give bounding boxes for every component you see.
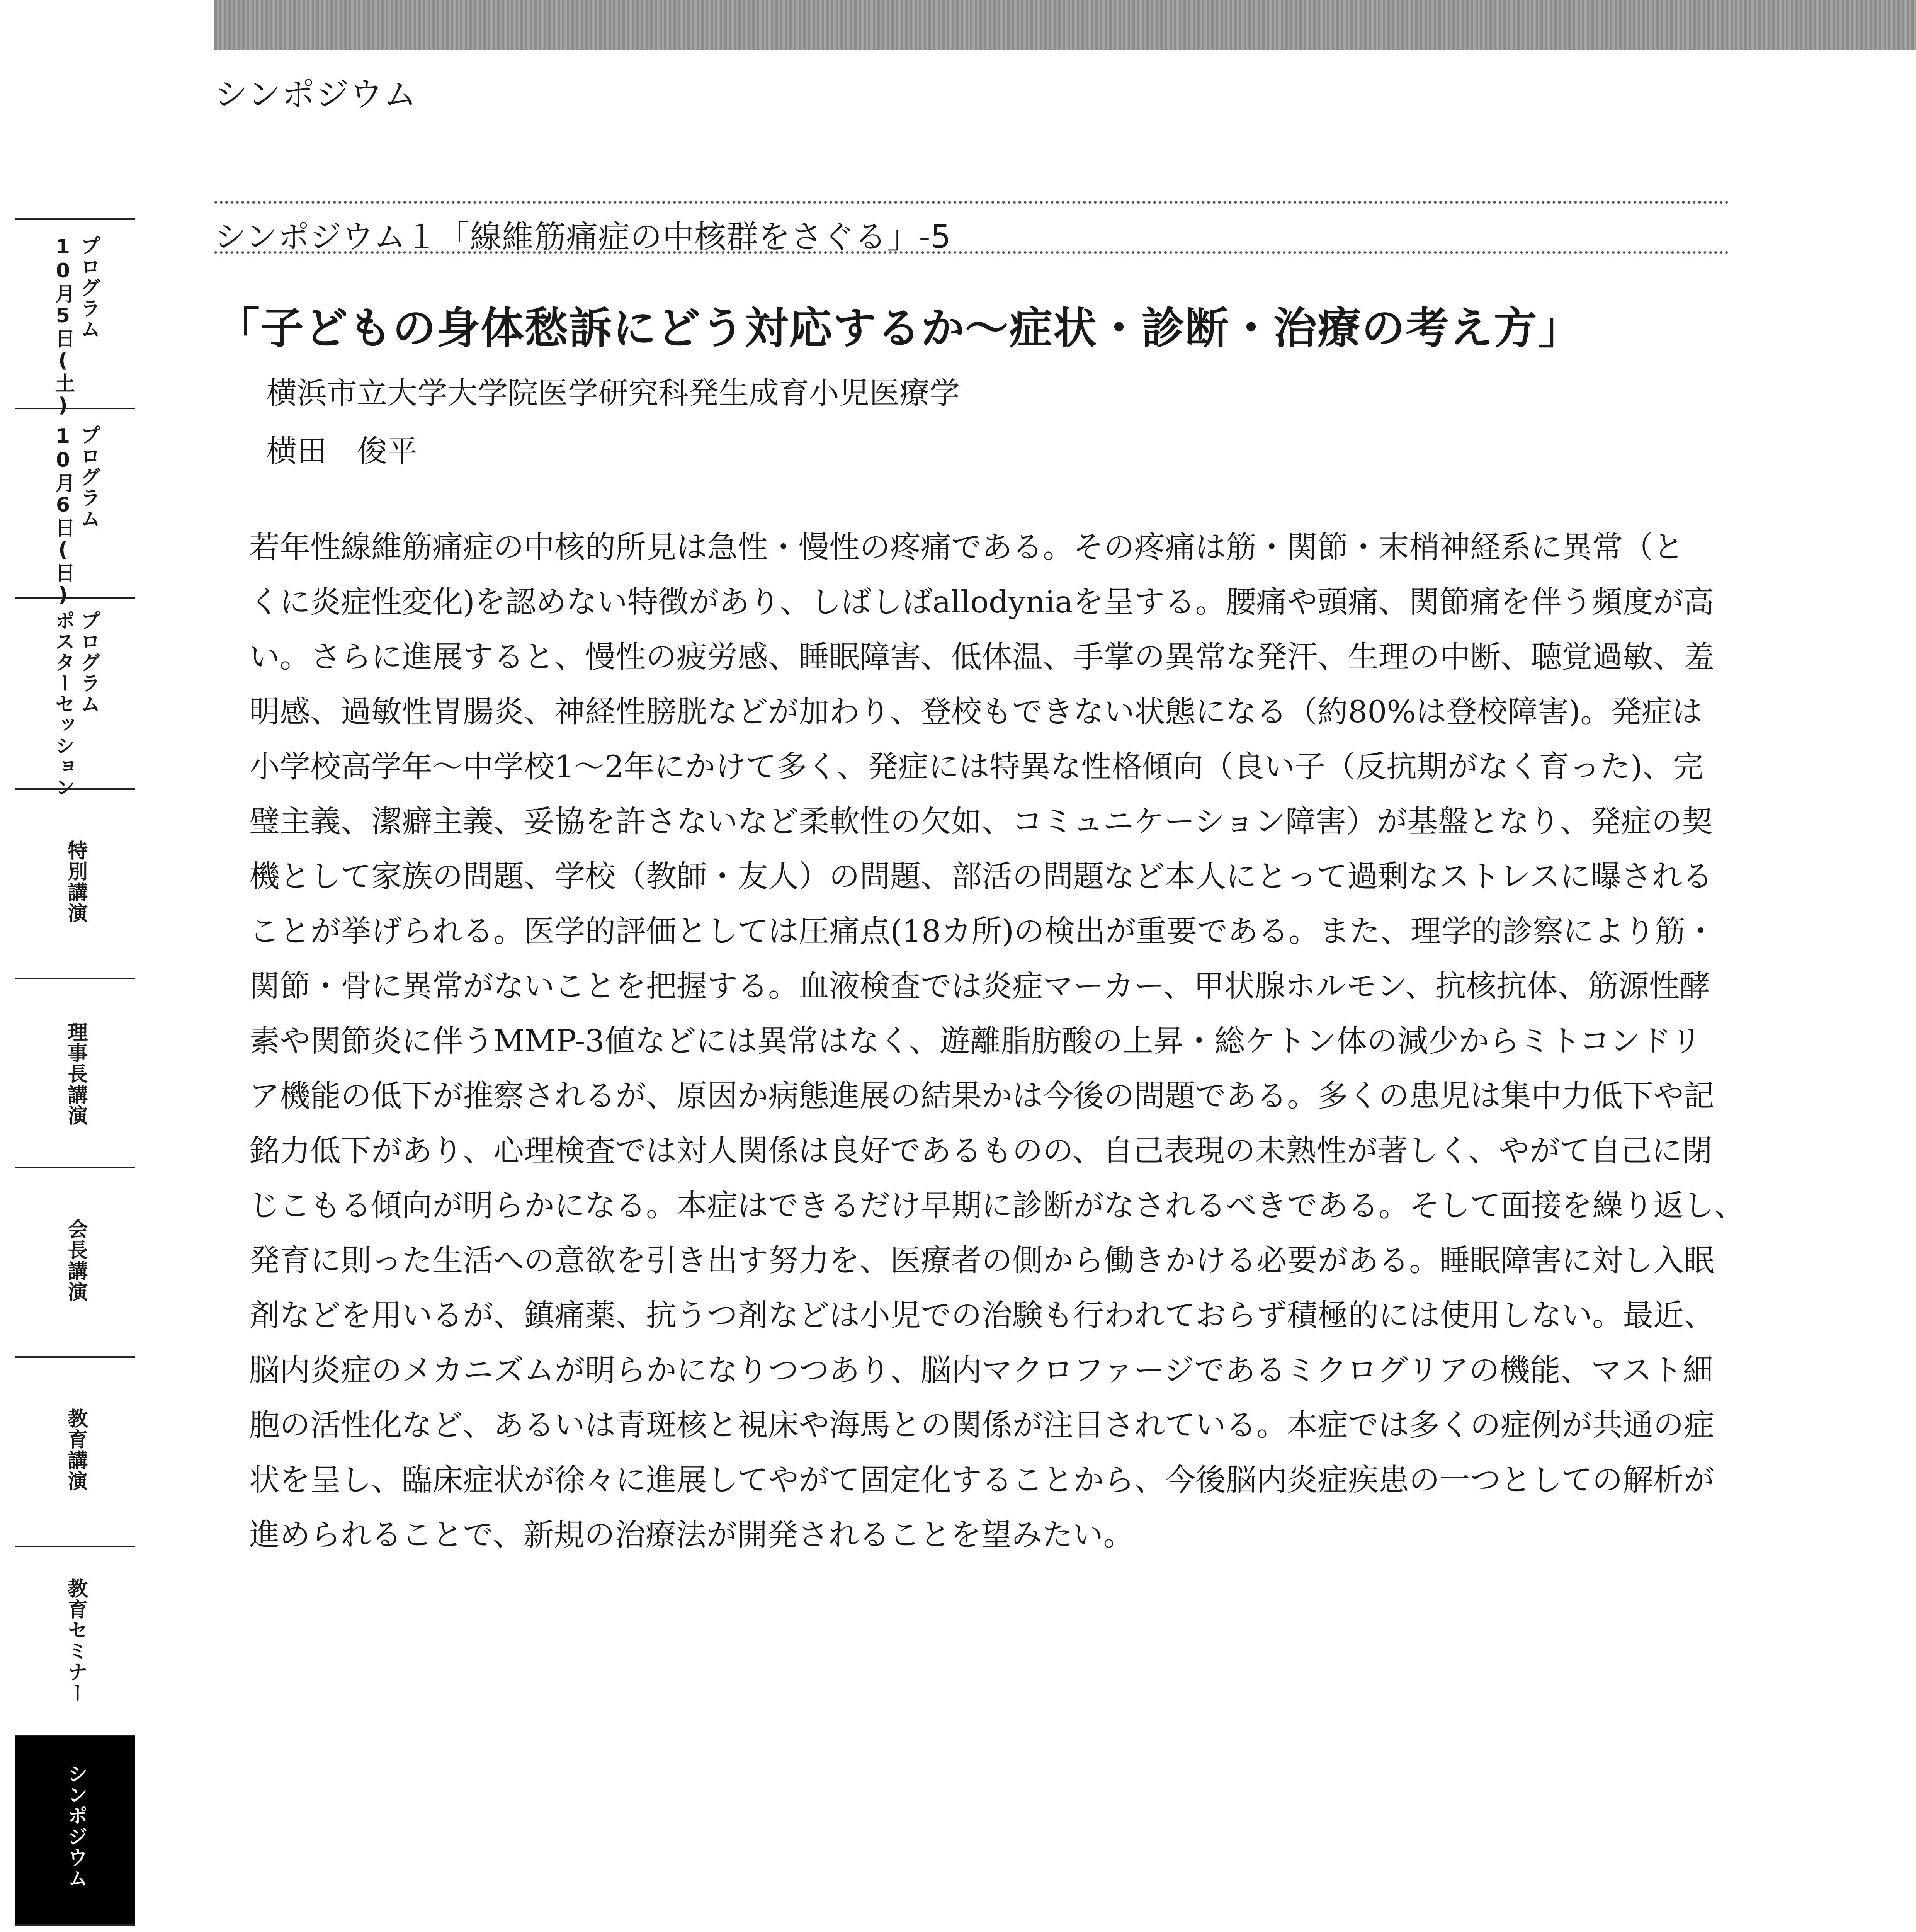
- abstract-line: 銘力低下があり、心理検査では対人関係は良好であるものの、自己表現の未熟性が著しく、やがて自己に閉: [249, 1133, 1713, 1168]
- author-affiliation: 横浜市立大学大学院医学研究科発生成育小児医療学: [267, 376, 960, 411]
- side-tab-poster-program[interactable]: [15, 597, 135, 798]
- abstract-line: ア機能の低下が推察されるが、原因か病態進展の結果かは今後の問題である。多くの患児は集中力低下や記: [249, 1078, 1714, 1114]
- abstract-line: 関節・骨に異常がないことを把握する。血液検査では炎症マーカー、甲状腺ホルモン、抗核抗体、筋源性酵: [249, 968, 1710, 1004]
- dotted-divider: [214, 201, 1729, 204]
- side-tab-label: 教育講演: [64, 1408, 87, 1492]
- abstract-line: くに炎症性変化)を認めない特徴があり、しばしばallodyniaを呈する。腰痛や頭痛、関節痛を伴う頻度が高: [249, 584, 1714, 620]
- side-tab-label: 特別講演: [64, 840, 87, 923]
- abstract-line: ことが挙げられる。医学的評価としては圧痛点(18カ所)の検出が重要である。また、理学的診察により筋・: [249, 913, 1716, 949]
- side-tab-symposium[interactable]: [15, 1735, 135, 1926]
- abstract-line: 機として家族の問題、学校（教師・友人）の問題、部活の問題など本人にとって過剰なストレスに曝される: [249, 859, 1713, 894]
- side-tab-label: シンポジウム: [64, 1764, 87, 1889]
- abstract-line: 小学校高学年〜中学校1〜2年にかけて多く、発症には特異な性格傾向（良い子（反抗期がなく育った)、完: [249, 749, 1703, 784]
- abstract-line: 璧主義、潔癖主義、妥協を許さないなど柔軟性の欠如、コミュニケーション障害）が基盤となり、発症の契: [249, 804, 1713, 839]
- side-tab-label: プログラム: [77, 425, 100, 529]
- abstract-line: 明感、過敏性胃腸炎、神経性膀胱などが加わり、登校もできない状態になる（約80%は登校障害)。発症は: [249, 694, 1703, 730]
- author-name: 横田 俊平: [267, 434, 418, 469]
- abstract-line: 状を呈し、臨床症状が徐々に進展してやがて固定化することから、今後脳内炎症疾患の一つとしての解析が: [249, 1462, 1714, 1498]
- side-tab-educational-lecture[interactable]: [15, 1356, 135, 1547]
- abstract-line: い。さらに進展すると、慢性の疲労感、睡眠障害、低体温、手掌の異常な発汗、生理の中断、聴覚過敏、羞: [249, 639, 1714, 675]
- abstract-line: じこもる傾向が明らかになる。本症はできるだけ早期に診断がなされるべきである。そして面接を繰り返し、: [249, 1188, 1745, 1223]
- abstract-line: 若年性線維筋痛症の中核的所見は急性・慢性の疼痛である。その疼痛は筋・関節・末梢神経系に異常（と: [249, 529, 1684, 565]
- side-tab-label: 10月6日(日): [51, 425, 75, 607]
- abstract-line: 進められることで、新規の治療法が開発されることを望みたい。: [249, 1517, 1134, 1553]
- abstract-line: 胞の活性化など、あるいは青斑核と視床や海馬との関係が注目されている。本症では多くの症例が共通の症: [249, 1407, 1714, 1443]
- symposium-label: シンポジウム１「線維筋痛症の中核群をさぐる」-5: [214, 219, 951, 255]
- side-tab-educational-seminar[interactable]: [15, 1546, 135, 1736]
- side-tab-chairman-lecture[interactable]: [15, 978, 135, 1168]
- abstract-line: 発育に則った生活への意欲を引き出す努力を、医療者の側から働きかける必要がある。睡眠障害に対し入眠: [249, 1243, 1714, 1278]
- abstract-body: [249, 520, 1745, 1562]
- abstract-line: 素や関節炎に伴うMMP-3値などには異常はなく、遊離脂肪酸の上昇・総ケトン体の減少からミトコンドリ: [249, 1023, 1702, 1059]
- side-tab-special-lecture[interactable]: [15, 788, 135, 979]
- dotted-divider: [214, 251, 1729, 254]
- presentation-title: 「子どもの身体愁訴にどう対応するか〜症状・診断・治療の考え方」: [216, 303, 1582, 354]
- side-tab-label: ポスターセッション: [51, 610, 75, 798]
- side-tab-label: 会長講演: [64, 1219, 87, 1302]
- side-tab-special-program[interactable]: [15, 1924, 135, 1932]
- abstract-line: 脳内炎症のメカニズムが明らかになりつつあり、脳内マクロファージであるミクログリアの機能、マスト細: [249, 1352, 1713, 1388]
- side-tab-label: プログラム: [77, 235, 100, 340]
- abstract-line: 剤などを用いるが、鎮痛薬、抗うつ剤などは小児での治験も行われておらず積極的には使用しない。最近、: [249, 1298, 1714, 1333]
- header-bar: [214, 0, 1916, 50]
- side-tab-label: 10月5日(土): [51, 235, 75, 418]
- side-tab-oct6-program[interactable]: [15, 408, 135, 607]
- side-tab-label: プログラム: [77, 610, 100, 714]
- side-tab-label: 理事長講演: [64, 1022, 87, 1126]
- side-tab-label: 教育セミナー: [64, 1578, 87, 1703]
- side-tab-oct5-program[interactable]: [15, 218, 135, 418]
- section-header: シンポジウム: [214, 75, 417, 114]
- side-tab-president-lecture[interactable]: [15, 1167, 135, 1358]
